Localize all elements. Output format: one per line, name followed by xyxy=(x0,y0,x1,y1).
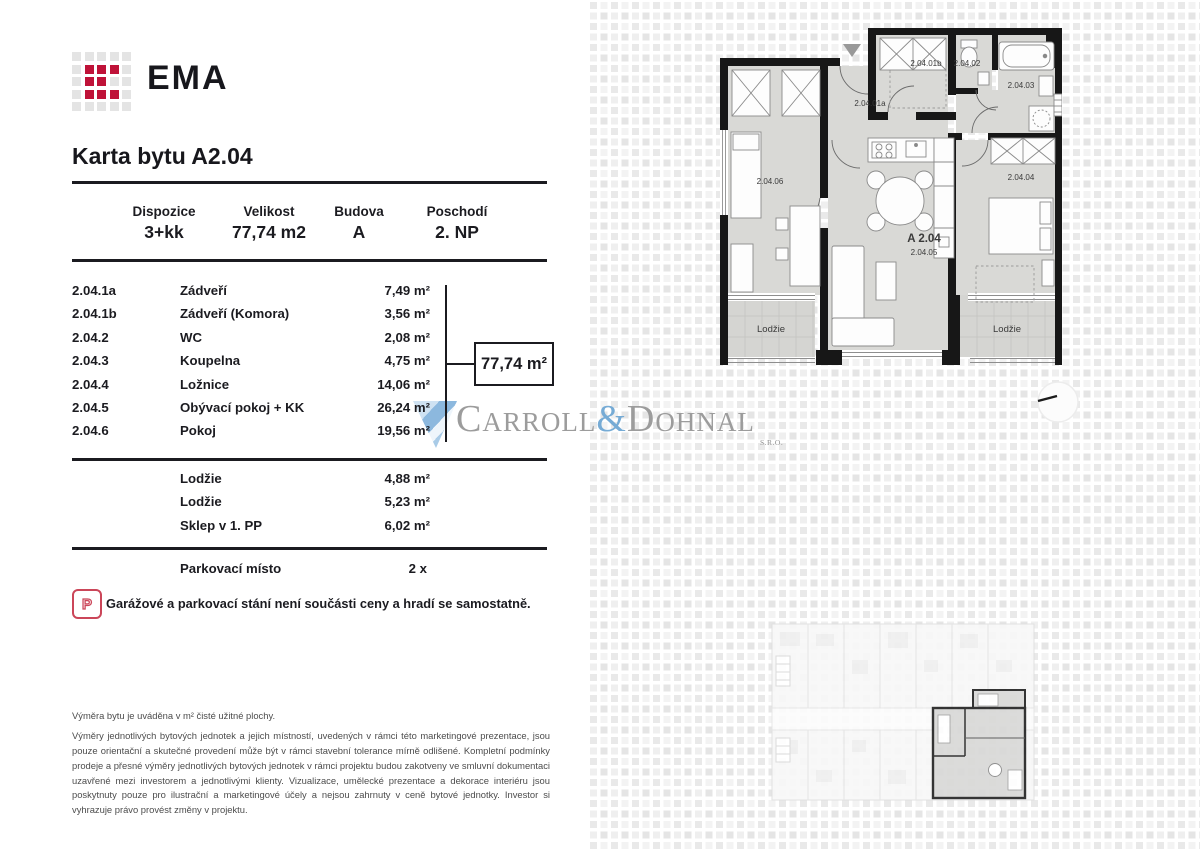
bed-bedroom xyxy=(989,198,1053,254)
divider-rule-4 xyxy=(72,547,547,550)
table-row: 2.04.4 Ložnice 14,06 m² xyxy=(72,376,430,392)
label-hall: 2.04.01a xyxy=(854,99,886,108)
floor-overview-miniplan xyxy=(768,620,1064,805)
towel-radiator xyxy=(1054,94,1062,116)
entrance-arrow-icon xyxy=(843,44,861,57)
label-balcony-left: Lodžie xyxy=(757,324,785,335)
parking-icon: P xyxy=(72,589,102,619)
total-area-connector xyxy=(447,363,475,365)
divider-rule-1 xyxy=(72,181,547,184)
summary-col-dispozice: Dispozice 3+kk xyxy=(132,204,196,242)
bathtub xyxy=(999,42,1054,70)
label-bedroom: 2.04.04 xyxy=(1007,173,1035,182)
watermark-company-name xyxy=(456,400,755,438)
extras-table xyxy=(72,467,430,537)
table-row: 2.04.2 WC 2,08 m² xyxy=(72,329,430,345)
bed-left-room xyxy=(731,132,761,218)
summary-col-velikost: Velikost 77,74 m2 xyxy=(232,204,306,242)
cabinet-left-room xyxy=(731,244,753,292)
watermark-part2: Dohnal xyxy=(626,398,755,440)
watermark-ampersand: & xyxy=(596,398,627,440)
table-row: 2.04.3 Koupelna 4,75 m² xyxy=(72,353,430,369)
footnote-paragraph: Výměry jednotlivých bytových jednotek a jejich místností, uvedených v rámci této marketingové prezentace, jsou pouze orientační a skutečné provedení může být v rámci stavební tolerance mírně odlišené. Kompletní podmínky prodeje a přesné výměry jednotlivých bytových jednotek v rámci projektu budou zakotveny ve smluvní dokumentaci uzavřené mezi investorem a jednotlivými klienty. Vizualizace, umělecké prezentace a dekorace interiéru jsou poskytnuty pouze pro ilustrační a marketingové účely a nejsou zahrnuty v ceně bytové jednotky. Investor si vyhrazuje právo provést změny v projektu. xyxy=(72,730,550,816)
apartment-floorplan xyxy=(720,28,1062,365)
table-row: 2.04.5 Obývací pokoj + KK 26,24 m² xyxy=(72,399,430,415)
table-row: 2.04.1b Zádveří (Komora) 3,56 m² xyxy=(72,306,430,322)
ema-logo-grid xyxy=(72,52,131,111)
table-row: 2.04.6 Pokoj 19,56 m² xyxy=(72,423,430,439)
table-row: 2.04.1a Zádveří 7,49 m² xyxy=(72,283,430,298)
summary-col-poschodi: Poschodí 2. NP xyxy=(426,204,488,242)
dining-set xyxy=(867,171,933,231)
label-bath: 2.04.03 xyxy=(1007,81,1035,90)
total-area-callout: 77,74 m² xyxy=(474,342,554,386)
washing-machine xyxy=(1029,106,1054,131)
compass-mark xyxy=(1028,376,1092,430)
kitchen-counter xyxy=(868,138,934,162)
table-row: Lodžie 5,23 m² xyxy=(180,494,430,510)
parking-row: Parkovací místo 2 x xyxy=(180,561,427,576)
bath-sink xyxy=(1039,76,1053,96)
table-row: Lodžie 4,88 m² xyxy=(180,471,430,486)
footnote-line: Výměra bytu je uváděna v m² čisté užitné plochy. xyxy=(72,710,276,721)
label-unit-code: 2.04.05 xyxy=(910,248,938,257)
summary-col-budova: Budova A xyxy=(334,204,384,242)
label-room: 2.04.06 xyxy=(756,177,784,186)
label-unit: A 2.04 xyxy=(907,233,941,245)
bedroom-side-table xyxy=(1042,260,1054,286)
watermark-suffix: S.R.O. xyxy=(760,438,784,447)
wardrobe-bedroom xyxy=(991,138,1055,164)
label-balcony-right: Lodžie xyxy=(993,324,1021,335)
label-storage: 2.04.01b xyxy=(910,59,942,68)
label-wc: 2.04.02 xyxy=(953,59,981,68)
brand-logo-text: EMA xyxy=(147,59,229,97)
parking-note: Garážové a parkovací stání není součásti ceny a hradí se samostatně. xyxy=(106,596,531,611)
table-row: Sklep v 1. PP 6,02 m² xyxy=(180,517,430,533)
watermark-part1: Carroll xyxy=(456,398,597,440)
page-title: Karta bytu A2.04 xyxy=(72,143,253,169)
room-table xyxy=(72,279,430,443)
divider-rule-3 xyxy=(72,458,547,461)
divider-rule-2 xyxy=(72,259,547,262)
